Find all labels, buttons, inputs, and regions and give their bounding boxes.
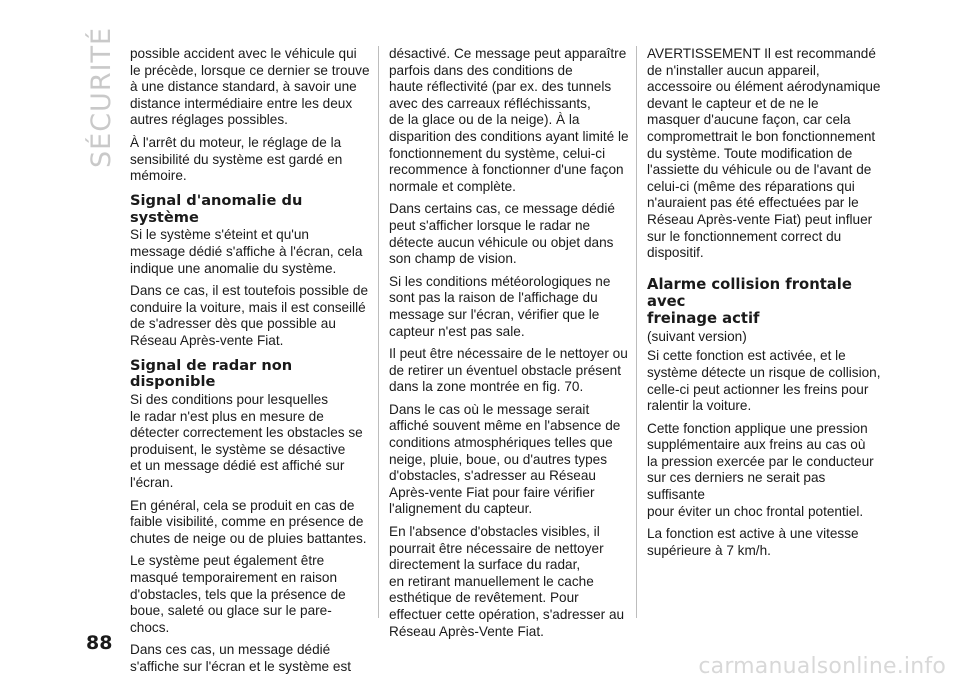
paragraph: En l'absence d'obstacles visibles, il pourrait être nécessaire de nettoyer directement la surface du radar, en retirant manuellement le cache esthétique de revêtement. Pour effectuer cette opération, s'adresser au Réseau Après-Vente Fiat. xyxy=(389,524,625,639)
section-heading: Signal de radar non disponible xyxy=(130,356,293,391)
section-title-vertical: SÉCURITÉ xyxy=(86,26,117,168)
version-note: (suivant version) xyxy=(647,328,747,344)
paragraph: Dans ces cas, un message dédié s'affiche sur l'écran et le système est xyxy=(130,642,352,674)
paragraph: Dans le cas où le message serait affiché souvent même en l'absence de conditions atmosphériques telles que neige, pluie, boue, ou d'autres types d'obstacles, s'adresser au Réseau Après-vente Fiat pour faire vérifier l'alignement du capteur. xyxy=(389,401,621,517)
paragraph: possible accident avec le véhicule qui le précède, lorsque ce dernier se trouve à une distance standard, à savoir une distance intermédiaire entre les deux autres réglages possibles. xyxy=(130,46,370,128)
paragraph: Cette fonction applique une pression supplémentaire aux freins au cas où la pression exercée par le conducteur sur ces derniers ne serait pas suffisante pour éviter un choc frontal potentiel. xyxy=(647,420,874,519)
text-column-3 xyxy=(647,46,887,565)
column-divider xyxy=(636,46,637,618)
section-heading: Signal d'anomalie du système xyxy=(130,191,303,226)
column-divider xyxy=(378,46,379,618)
paragraph: La fonction est active à une vitesse supérieure à 7 km/h. xyxy=(647,526,859,558)
page-number: 88 xyxy=(86,632,113,654)
paragraph: Le système peut également être masqué temporairement en raison d'obstacles, tels que la présence de boue, saleté ou glace sur le pare- chocs. xyxy=(130,553,346,635)
section-heading: Alarme collision frontale avec freinage actif xyxy=(647,275,852,327)
text-column-1 xyxy=(130,46,370,682)
paragraph: Si le système s'éteint et qu'un message dédié s'affiche à l'écran, cela indique une anomalie du système. xyxy=(130,227,363,276)
paragraph: Si cette fonction est activée, et le système détecte un risque de collision, celle-ci peut actionner les freins pour ralentir la voiture. xyxy=(647,348,881,414)
paragraph: À l'arrêt du moteur, le réglage de la sensibilité du système est gardé en mémoire. xyxy=(130,134,343,184)
paragraph: Dans certains cas, ce message dédié peut s'afficher lorsque le radar ne détecte aucun véhicule ou objet dans son champ de vision. xyxy=(389,201,615,267)
paragraph: Dans ce cas, il est toutefois possible de conduire la voiture, mais il est conseillé de s'adresser dès que possible au Réseau Après-vente Fiat. xyxy=(130,283,369,348)
watermark: carmanualsonline.info xyxy=(698,654,946,679)
paragraph: Si les conditions météorologiques ne sont pas la raison de l'affichage du message sur l'écran, vérifier que le capteur n'est pas sale. xyxy=(389,273,611,339)
warning-paragraph: AVERTISSEMENT Il est recommandé de n'installer aucun appareil, accessoire ou élément aérodynamique devant le capteur et de ne le masquer d'aucune façon, car cela compromettrait le bon fonctionnement du système. Toute modification de l'assiette du véhicule ou de l'avant de celui-ci (même des réparations qui n'auraient pas été effectuées par le Réseau Après-vente Fiat) peut influer sur le fonctionnement correct du dispositif. xyxy=(647,46,881,261)
paragraph: Il peut être nécessaire de le nettoyer ou de retirer un éventuel obstacle présent dans la zone montrée en fig. 70. xyxy=(389,346,628,395)
text-column-2 xyxy=(389,46,629,646)
paragraph: En général, cela se produit en cas de faible visibilité, comme en présence de chutes de neige ou de pluies battantes. xyxy=(130,497,367,546)
paragraph: désactivé. Ce message peut apparaître parfois dans des conditions de haute réflectivité (par ex. des tunnels avec des carreaux réfléchissants, de la glace ou de la neige). À la disparition des conditions ayant limité le fonctionnement du système, celui-ci recommence à fonctionner d'une façon normale et complète. xyxy=(389,46,629,194)
paragraph: Si des conditions pour lesquelles le radar n'est plus en mesure de détecter correctement les obstacles se produisent, le système se désactive et un message dédié est affiché sur l'écran. xyxy=(130,392,363,491)
